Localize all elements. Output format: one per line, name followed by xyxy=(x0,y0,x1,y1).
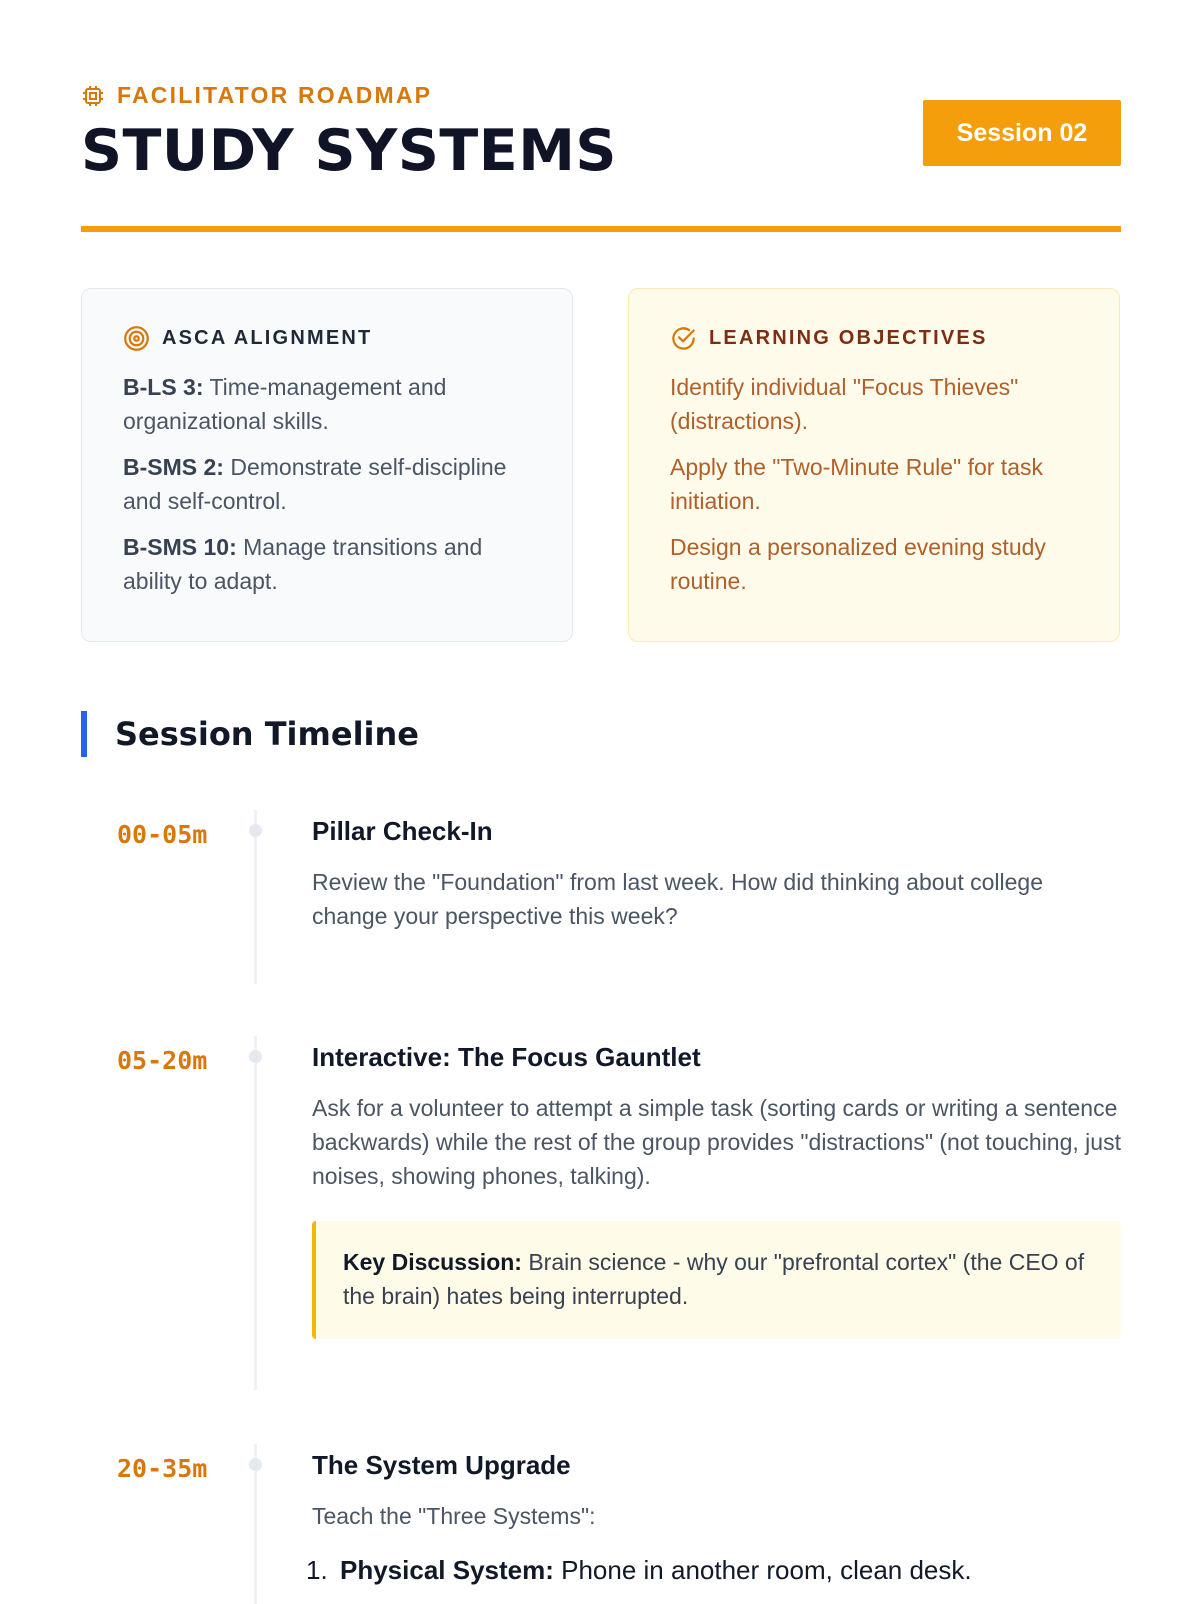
list-item-text: Phone in another room, clean desk. xyxy=(561,1555,972,1585)
timeline-dot xyxy=(249,824,262,837)
objective-item: Design a personalized evening study routine. xyxy=(670,534,1046,594)
key-discussion-callout xyxy=(312,1221,1121,1339)
asca-item: B-SMS 10: Manage transitions and ability to adapt. xyxy=(123,534,483,594)
objective-item: Identify individual "Focus Thieves" (distractions). xyxy=(670,374,1019,434)
objectives-heading xyxy=(670,325,1079,352)
timeline-title: The System Upgrade xyxy=(312,1450,571,1480)
timeline-title: Interactive: The Focus Gauntlet xyxy=(312,1042,701,1072)
timeline-text: Ask for a volunteer to attempt a simple task (sorting cards or writing a sentence backwards) while the rest of the group provides "distractions" (not touching, just noises, showing phones, talking). xyxy=(312,1095,1121,1189)
session-badge: Session 02 xyxy=(923,100,1121,166)
section-heading xyxy=(81,710,419,758)
check-circle-icon xyxy=(670,325,697,352)
timeline-time: 20-35m xyxy=(117,1454,208,1483)
timeline-body xyxy=(312,816,1121,933)
timeline-text: Review the "Foundation" from last week. How did thinking about college change your perspective this week? xyxy=(312,869,1044,929)
learning-objectives-card xyxy=(628,288,1120,642)
list-item xyxy=(306,1555,1121,1586)
list-number: 1. xyxy=(306,1555,328,1585)
asca-alignment-card xyxy=(81,288,573,642)
timeline-time: 00-05m xyxy=(117,820,208,849)
timeline-time: 05-20m xyxy=(117,1046,208,1075)
timeline-body xyxy=(306,1450,1121,1586)
asca-item: B-LS 3: Time-management and organizational skills. xyxy=(123,374,447,434)
callout-label: Key Discussion: xyxy=(343,1249,522,1275)
asca-heading-label: ASCA ALIGNMENT xyxy=(162,327,373,349)
kicker xyxy=(81,82,432,109)
timeline-title: Pillar Check-In xyxy=(312,816,493,846)
timeline-body xyxy=(312,1042,1121,1339)
chip-icon xyxy=(81,84,105,108)
timeline-dot xyxy=(249,1458,262,1471)
timeline-dot xyxy=(249,1050,262,1063)
objectives-heading-label: LEARNING OBJECTIVES xyxy=(709,327,988,349)
list-item-label: Physical System: xyxy=(340,1555,554,1585)
kicker-label: FACILITATOR ROADMAP xyxy=(117,82,433,108)
objective-item: Apply the "Two-Minute Rule" for task initiation. xyxy=(670,454,1043,514)
callout-text: Brain science - why our "prefrontal cortex" (the CEO of the brain) hates being interrupted. xyxy=(343,1249,1085,1309)
systems-list xyxy=(306,1555,1121,1586)
target-icon xyxy=(123,325,150,352)
header-divider xyxy=(81,226,1121,232)
timeline-line xyxy=(254,1036,257,1390)
asca-item: B-SMS 2: Demonstrate self-discipline and self-control. xyxy=(123,454,507,514)
timeline-text: Teach the "Three Systems": xyxy=(312,1503,596,1529)
asca-heading xyxy=(123,325,532,352)
section-accent-bar xyxy=(81,711,87,757)
page-title: STUDY SYSTEMS xyxy=(81,118,617,184)
section-heading-label: Session Timeline xyxy=(115,715,419,753)
